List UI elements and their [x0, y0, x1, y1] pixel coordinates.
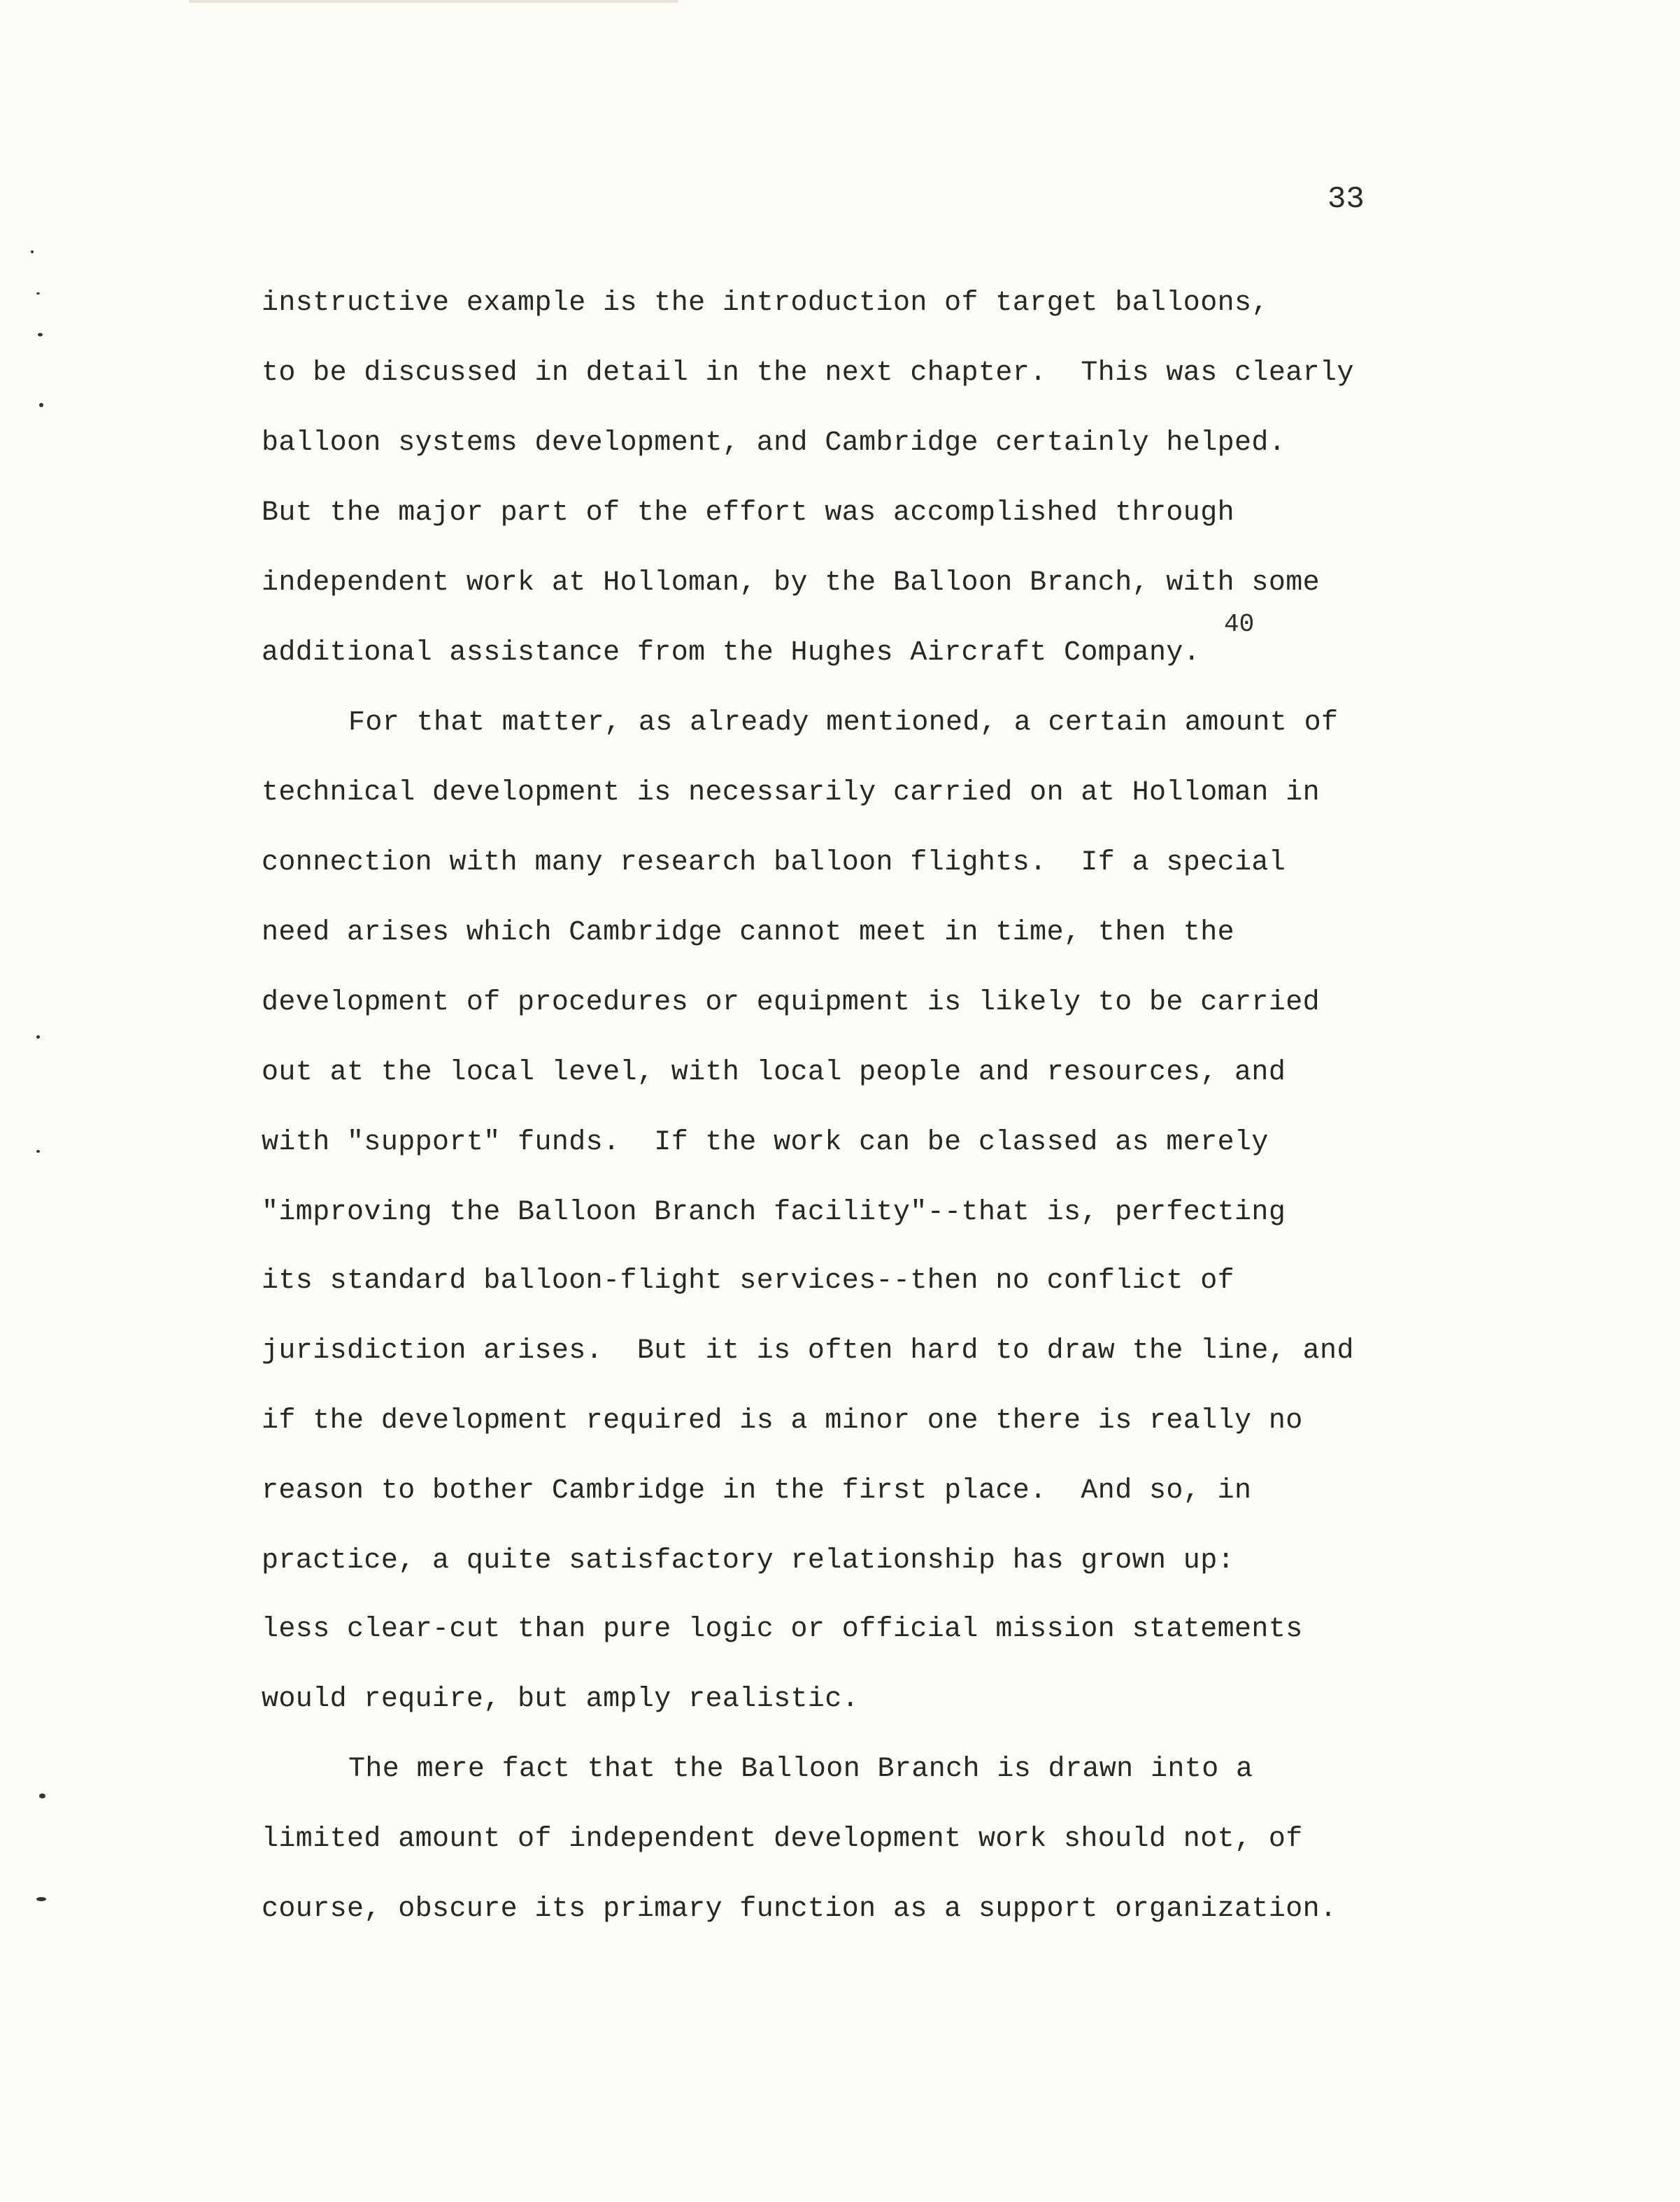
text-line-9: connection with many research balloon flights. If a special: [262, 847, 1286, 879]
text-line-2: to be discussed in detail in the next chapter. This was clearly: [262, 357, 1354, 389]
text-line-5: independent work at Holloman, by the Balloon Branch, with some: [262, 567, 1320, 599]
text-line-11: development of procedures or equipment is likely to be carried: [262, 987, 1320, 1018]
scan-speck: [36, 1035, 40, 1039]
text-line-1: instructive example is the introduction of target balloons,: [262, 287, 1269, 319]
scan-speck: [36, 1897, 46, 1901]
scan-speck: [39, 403, 43, 407]
text-line-8: technical development is necessarily carried on at Holloman in: [262, 777, 1320, 809]
text-line-20: less clear-cut than pure logic or official mission statements: [262, 1614, 1303, 1645]
page-number: 33: [1327, 182, 1365, 217]
text-line-13: with "support" funds. If the work can be classed as merely: [262, 1127, 1269, 1158]
footnote-reference: 40: [1224, 610, 1255, 639]
text-line-16: jurisdiction arises. But it is often hard to draw the line, and: [262, 1335, 1354, 1367]
text-line-18: reason to bother Cambridge in the first place. And so, in: [262, 1475, 1252, 1507]
scan-speck: [31, 250, 34, 253]
text-line-3: balloon systems development, and Cambridge certainly helped.: [262, 427, 1286, 459]
scan-speck: [39, 1793, 45, 1798]
text-line-12: out at the local level, with local people and resources, and: [262, 1057, 1286, 1088]
text-line-7: For that matter, as already mentioned, a certain amount of: [348, 707, 1339, 739]
text-line-23: limited amount of independent development work should not, of: [262, 1824, 1303, 1855]
text-line-21: would require, but amply realistic.: [262, 1684, 860, 1715]
page-top-edge: [189, 0, 678, 3]
text-line-22: The mere fact that the Balloon Branch is drawn into a: [348, 1754, 1253, 1785]
text-line-14: "improving the Balloon Branch facility"--that is, perfecting: [262, 1197, 1286, 1228]
scan-speck: [38, 333, 43, 336]
text-line-19: practice, a quite satisfactory relationship has grown up:: [262, 1545, 1235, 1577]
text-line-10: need arises which Cambridge cannot meet in time, then the: [262, 917, 1235, 949]
text-line-15: its standard balloon-flight services--then no conflict of: [262, 1265, 1235, 1297]
text-line-4: But the major part of the effort was accomplished through: [262, 497, 1235, 529]
text-line-24: course, obscure its primary function as a support organization.: [262, 1894, 1337, 1925]
scan-speck: [36, 1150, 40, 1153]
text-line-17: if the development required is a minor one there is really no: [262, 1405, 1303, 1437]
text-line-6: additional assistance from the Hughes Aircraft Company.: [262, 637, 1201, 669]
scan-speck: [36, 292, 40, 294]
